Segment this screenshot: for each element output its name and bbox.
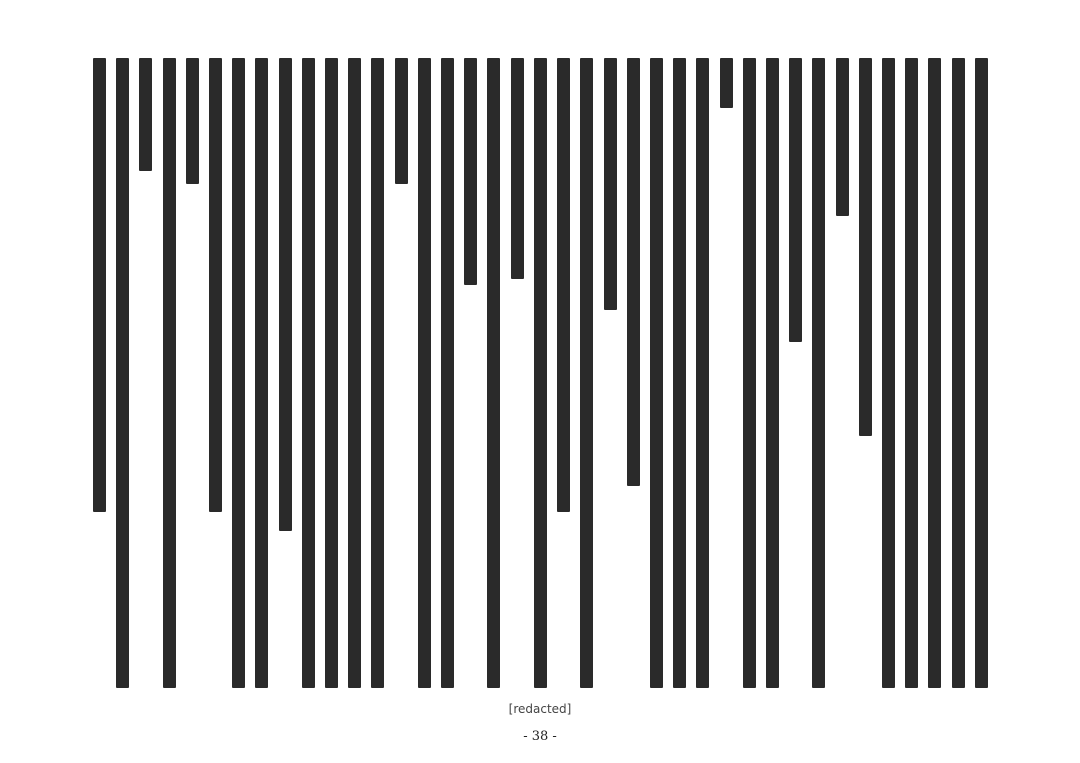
redacted-text-column <box>139 58 152 171</box>
redacted-text-column <box>604 58 617 310</box>
redacted-text-column <box>487 58 500 688</box>
redacted-text-column <box>511 58 524 279</box>
redacted-text-column <box>720 58 733 108</box>
vertical-text-body-redacted <box>88 58 993 698</box>
redacted-text-column <box>928 58 941 688</box>
redacted-text-column <box>812 58 825 688</box>
redacted-text-column <box>905 58 918 688</box>
redacted-text-column <box>279 58 292 531</box>
redacted-text-column <box>395 58 408 184</box>
redacted-text-column <box>302 58 315 688</box>
redacted-text-column <box>371 58 384 688</box>
redacted-text-column <box>464 58 477 285</box>
redacted-text-column <box>93 58 106 512</box>
redacted-text-column <box>859 58 872 436</box>
redacted-text-column <box>952 58 965 688</box>
redacted-text-column <box>975 58 988 688</box>
redacted-text-column <box>255 58 268 688</box>
redacted-text-column <box>836 58 849 216</box>
redacted-text-column <box>418 58 431 688</box>
redacted-text-column <box>789 58 802 342</box>
redaction-label: [redacted] <box>508 702 572 716</box>
redacted-text-column <box>696 58 709 688</box>
redacted-text-column <box>650 58 663 688</box>
redacted-text-column <box>209 58 222 512</box>
page-number: - 38 - <box>523 729 557 744</box>
redacted-text-column <box>766 58 779 688</box>
redacted-text-column <box>186 58 199 184</box>
redacted-text-column <box>325 58 338 688</box>
redacted-text-column <box>580 58 593 688</box>
redacted-text-column <box>673 58 686 688</box>
redacted-text-column <box>348 58 361 688</box>
redacted-text-column <box>163 58 176 688</box>
redacted-text-column <box>882 58 895 688</box>
redacted-text-column <box>441 58 454 688</box>
redacted-text-column <box>743 58 756 688</box>
redacted-text-column <box>534 58 547 688</box>
redacted-text-column <box>116 58 129 688</box>
redacted-text-column <box>627 58 640 486</box>
redacted-text-column <box>232 58 245 688</box>
redacted-text-column <box>557 58 570 512</box>
